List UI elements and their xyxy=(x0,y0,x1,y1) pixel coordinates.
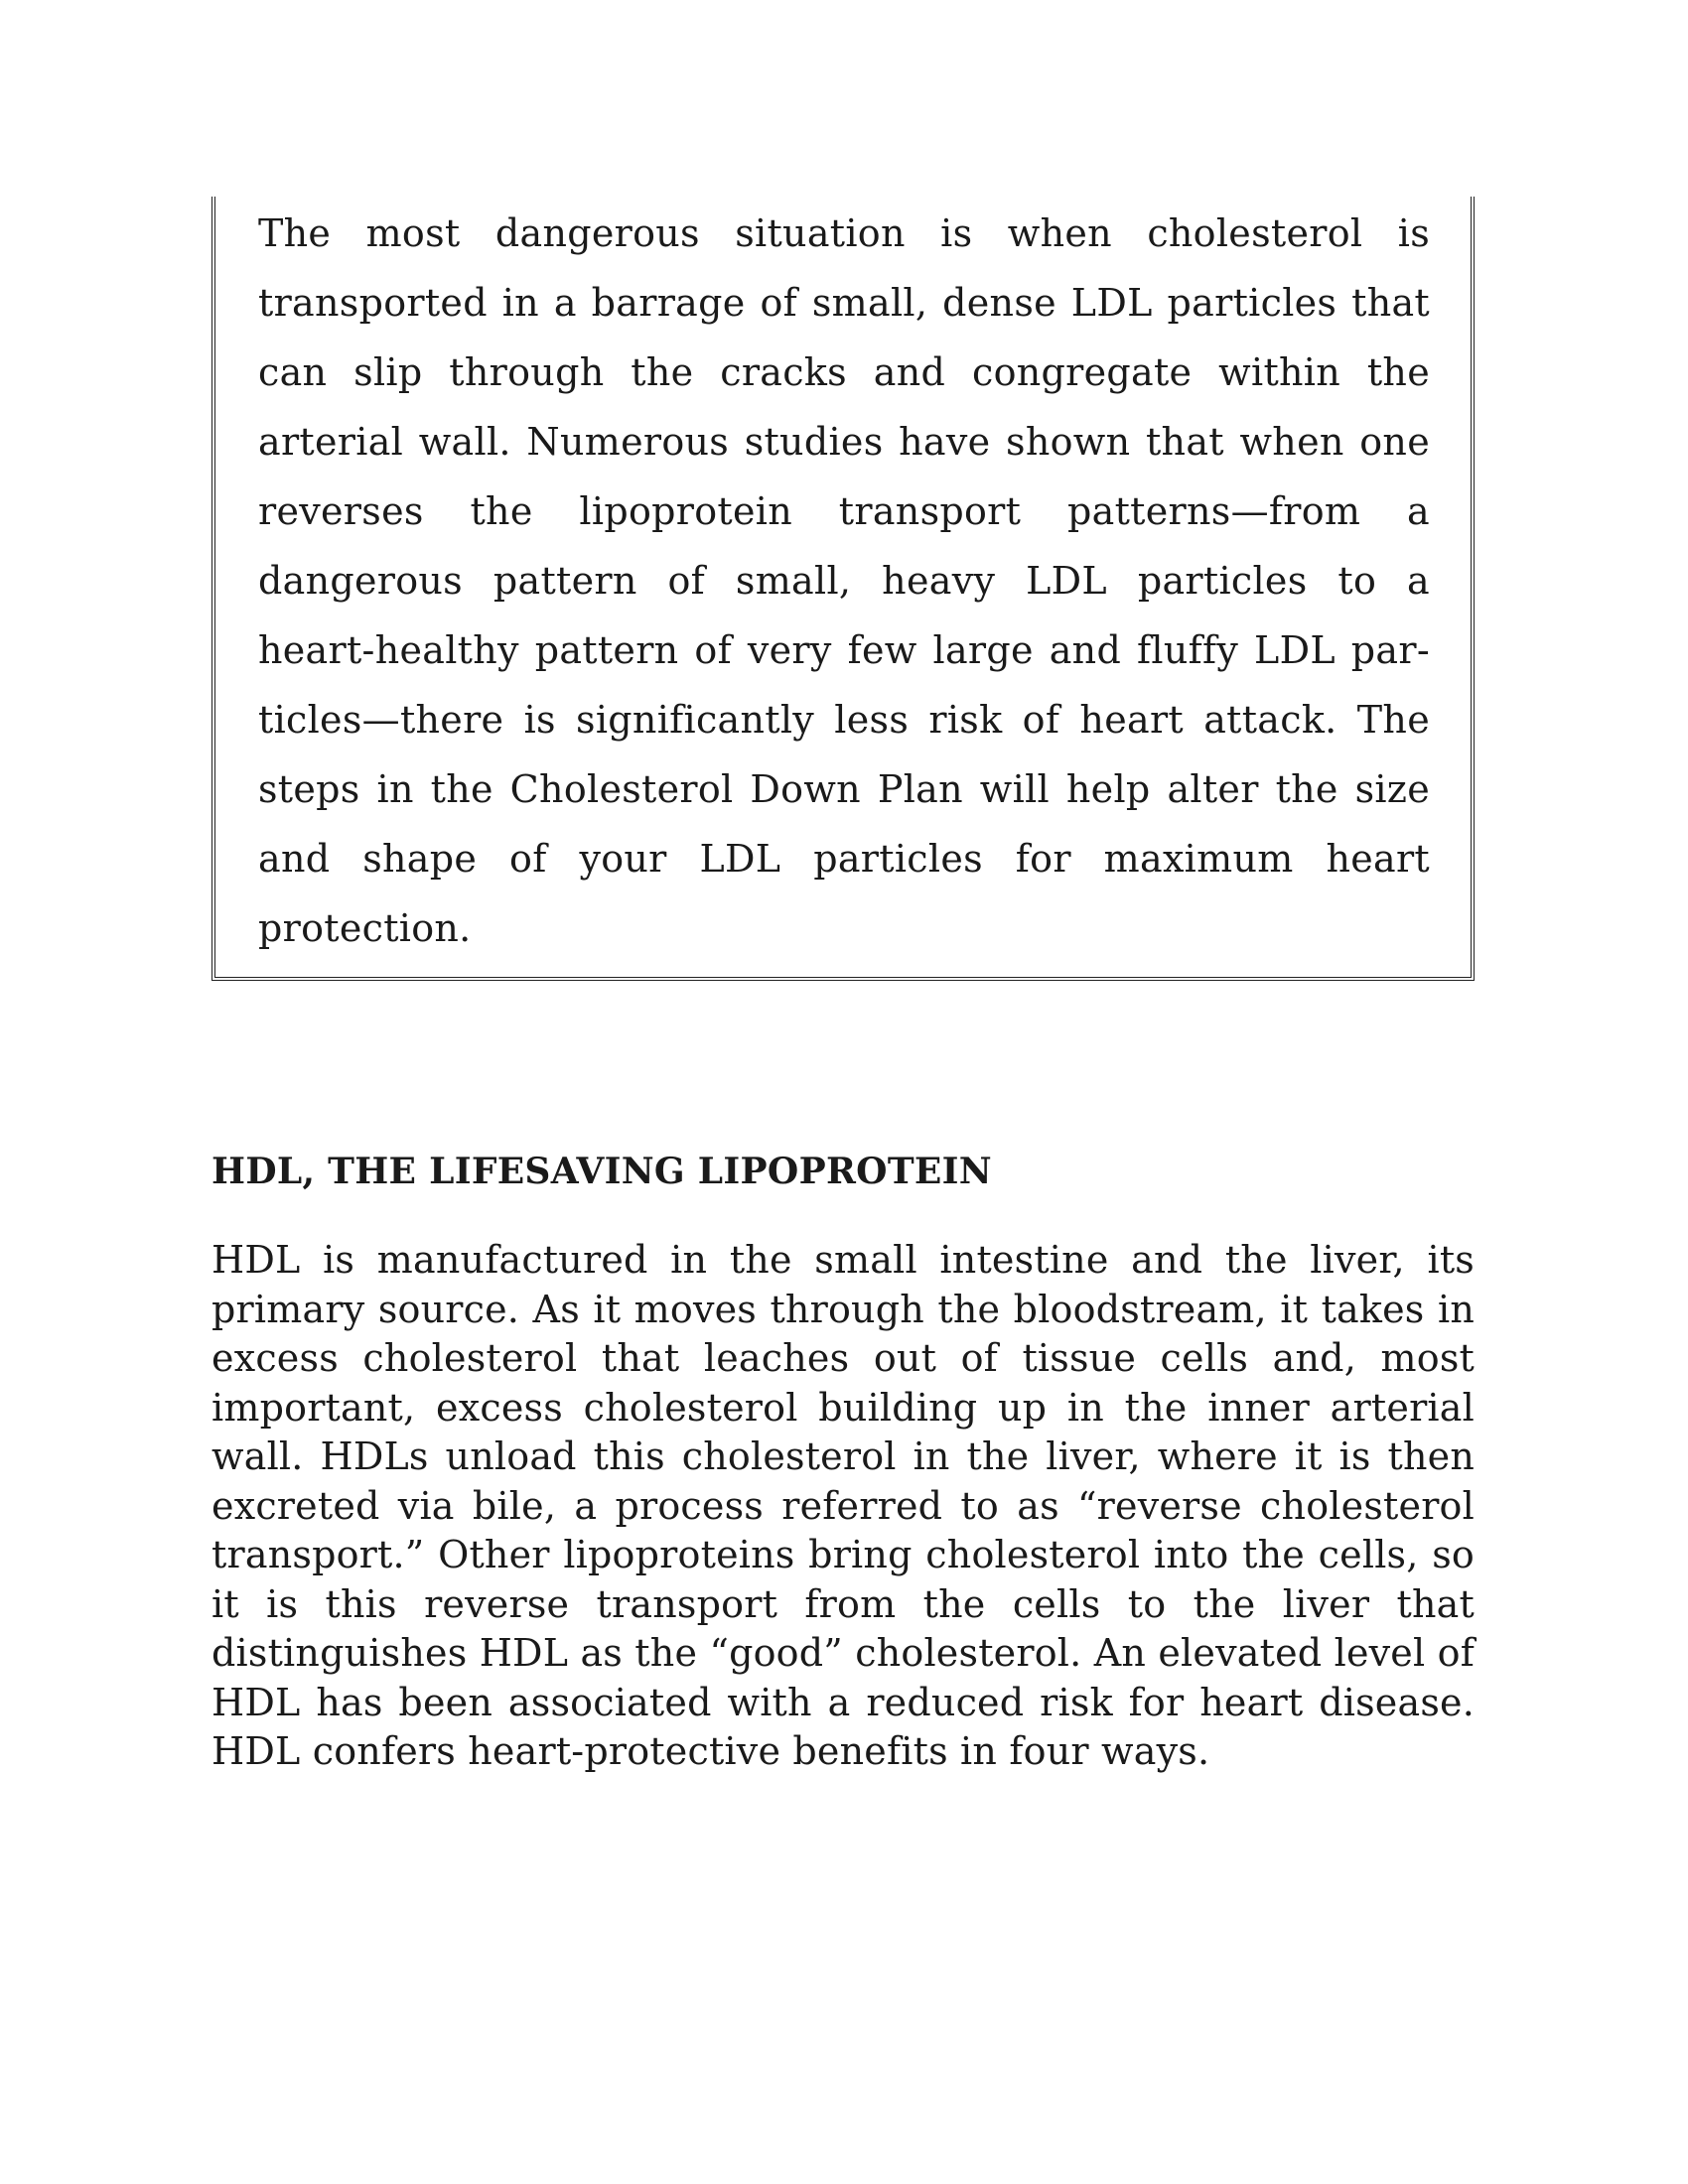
section-heading: HDL, THE LIFESAVING LIPOPROTEIN xyxy=(211,1151,993,1192)
sidebar-paragraph: The most dangerous situation is when cholesterol is transported in a barrage of small, dense LDL particles that can slip through the cracks and congregate within the arterial wall. Numerous studies have shown that when one reverses the lipoprotein transport patterns—from a dangerous pattern of small, heavy LDL particles to a heart-healthy pattern of very few large and fluffy LDL par-ticles—there is significantly less risk of heart attack. The steps in the Cholesterol Down Plan will help alter the size and shape of your LDL particles for maximum heart protection. xyxy=(258,211,1430,950)
body-paragraph: HDL is manufactured in the small intestine and the liver, its primary source. As it moves through the bloodstream, it takes in excess cholesterol that leaches out of tissue cells and, most important, excess cholesterol building up in the inner arterial wall. HDLs unload this cholesterol in the liver, where it is then excreted via bile, a process referred to as “reverse cholesterol transport.” Other lipoproteins bring cholesterol into the cells, so it is this reverse transport from the cells to the liver that distinguishes HDL as the “good” cholesterol. An elevated level of HDL has been associated with a reduced risk for heart disease. HDL confers heart-protective benefits in four ways. xyxy=(211,1238,1475,1773)
